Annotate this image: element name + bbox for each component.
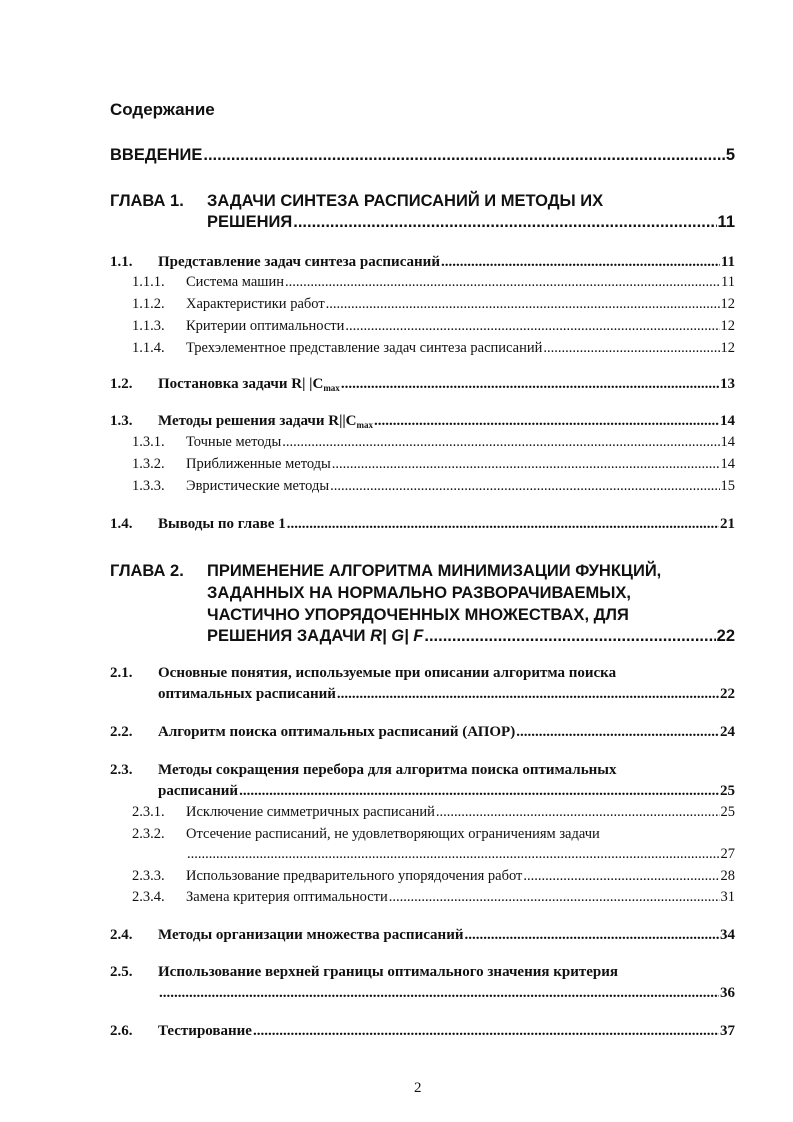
entry-number: 1.1.2. [132, 296, 165, 312]
toc-entry-1-3[interactable] [110, 413, 735, 430]
toc-entry-2-1-number: 2.1. [110, 665, 133, 681]
toc-entry-2-5[interactable] [158, 985, 735, 1002]
entry-page: 14 [720, 456, 735, 472]
dot-leader [436, 804, 720, 821]
dot-leader [187, 846, 720, 863]
entry-number: 1.1.4. [132, 340, 165, 356]
page-number: 2 [414, 1080, 422, 1096]
dot-leader [282, 434, 719, 451]
entry-page: 22 [716, 627, 735, 645]
entry-title: расписаний [158, 783, 239, 799]
entry-title: Критерии оптимальности [186, 318, 345, 334]
dot-leader [523, 868, 719, 885]
entry-page: 37 [720, 1023, 735, 1039]
entry-number: 1.1.1. [132, 274, 165, 290]
chapter-2-title-line1: ПРИМЕНЕНИЕ АЛГОРИТМА МИНИМИЗАЦИИ ФУНКЦИЙ, [207, 562, 662, 580]
dot-leader [239, 783, 719, 800]
toc-entry-2-3-2[interactable] [186, 846, 735, 863]
entry-title: Замена критерия оптимальности [186, 889, 388, 905]
entry-title: Эвристические методы [186, 478, 330, 494]
entry-number: 2.3.4. [132, 889, 165, 905]
entry-page: 13 [720, 376, 735, 392]
dot-leader [326, 296, 720, 313]
dot-leader [287, 516, 719, 533]
toc-entry-intro[interactable] [110, 146, 735, 165]
entry-title: РЕШЕНИЯ ЗАДАЧИ R| G| F [207, 627, 424, 645]
entry-number: 1.4. [110, 516, 133, 532]
entry-title: Характеристики работ [186, 296, 325, 312]
toc-entry-1-3-3[interactable] [132, 478, 735, 495]
toc-entry-1-1-2[interactable] [132, 296, 735, 313]
dot-leader [543, 340, 719, 357]
entry-page: 12 [720, 340, 735, 356]
dot-leader [389, 889, 720, 906]
toc-entry-2-3-4[interactable] [132, 889, 735, 906]
dot-leader [341, 376, 719, 393]
toc-entry-1-1-3[interactable] [132, 318, 735, 335]
toc-entry-2-1-title-line1: Основные понятия, используемые при описании алгоритма поиска [158, 665, 617, 681]
entry-page: 11 [720, 254, 735, 270]
dot-leader [253, 1023, 719, 1040]
toc-entry-2-3-2-number: 2.3.2. [132, 826, 165, 842]
entry-title: Система машин [186, 274, 284, 290]
toc-entry-1-1-1[interactable] [132, 274, 735, 291]
dot-leader [285, 274, 720, 291]
toc-entry-2-3-3[interactable] [132, 868, 735, 885]
toc-entry-2-6[interactable] [110, 1023, 735, 1040]
entry-page: 12 [720, 318, 735, 334]
entry-title: Выводы по главе 1 [158, 516, 286, 532]
toc-entry-chapter-2[interactable] [207, 627, 735, 646]
toc-entry-2-3-1[interactable] [132, 804, 735, 821]
entry-page: 5 [725, 146, 735, 164]
toc-heading: Содержание [110, 100, 215, 119]
toc-entry-2-3-2-title: Отсечение расписаний, не удовлетворяющих ограничениям задачи [186, 826, 600, 842]
entry-title: Постановка задачи R| $|C_{max}$ [158, 376, 340, 393]
toc-entry-1-4[interactable] [110, 516, 735, 533]
entry-page: 36 [720, 985, 735, 1001]
entry-page: 15 [720, 478, 735, 494]
entry-number: 2.2. [110, 724, 133, 740]
entry-title: Точные методы [186, 434, 282, 450]
toc-entry-1-2[interactable] [110, 376, 735, 393]
entry-title: Исключение симметричных расписаний [186, 804, 435, 820]
toc-entry-1-3-1[interactable] [132, 434, 735, 451]
dot-leader [293, 213, 716, 232]
dot-leader [337, 686, 719, 703]
chapter-2-title-line3: ЧАСТИЧНО УПОРЯДОЧЕННЫХ МНОЖЕСТВАХ, ДЛЯ [207, 606, 629, 624]
toc-entry-2-2[interactable] [110, 724, 735, 741]
chapter-2-label: ГЛАВА 2. [110, 562, 184, 580]
entry-page: 11 [721, 274, 735, 290]
entry-title: РЕШЕНИЯ [207, 213, 293, 231]
entry-page: 14 [720, 434, 735, 450]
entry-page: 24 [720, 724, 735, 740]
toc-entry-2-4[interactable] [110, 927, 735, 944]
entry-title: Трехэлементное представление задач синтеза расписаний [186, 340, 543, 356]
dot-leader [441, 254, 720, 271]
entry-number: 1.3. [110, 413, 133, 429]
entry-page: 25 [720, 783, 735, 799]
entry-number: 1.3.2. [132, 456, 165, 472]
toc-entry-1-1-4[interactable] [132, 340, 735, 357]
dot-leader [424, 627, 715, 646]
toc-entry-1-3-2[interactable] [132, 456, 735, 473]
toc-entry-2-3-number: 2.3. [110, 762, 133, 778]
dot-leader [374, 413, 719, 430]
entry-number: 2.6. [110, 1023, 133, 1039]
entry-number: 1.1.3. [132, 318, 165, 334]
entry-page: 11 [717, 213, 735, 231]
entry-number: 2.4. [110, 927, 133, 943]
entry-title: Методы решения задачи $R||C_{max}$ [158, 413, 374, 430]
entry-title: ВВЕДЕНИЕ [110, 146, 203, 164]
dot-leader [330, 478, 719, 495]
entry-number: 2.3.3. [132, 868, 165, 884]
entry-number: 1.2. [110, 376, 133, 392]
entry-title: Использование предварительного упорядочения работ [186, 868, 523, 884]
entry-number: 1.1. [110, 254, 133, 270]
entry-number: 1.3.3. [132, 478, 165, 494]
chapter-1-title-line1: ЗАДАЧИ СИНТЕЗА РАСПИСАНИЙ И МЕТОДЫ ИХ [207, 192, 604, 210]
entry-page: 31 [720, 889, 735, 905]
toc-entry-1-1[interactable] [110, 254, 735, 271]
entry-title: Алгоритм поиска оптимальных расписаний (АПОР) [158, 724, 516, 740]
dot-leader [345, 318, 719, 335]
toc-entry-chapter-1[interactable] [207, 213, 735, 232]
dot-leader [332, 456, 720, 473]
dot-leader [516, 724, 719, 741]
entry-page: 27 [720, 846, 735, 862]
entry-number: 1.3.1. [132, 434, 165, 450]
chapter-2-title-line2: ЗАДАННЫХ НА НОРМАЛЬНО РАЗВОРАЧИВАЕМЫХ, [207, 584, 632, 602]
toc-entry-2-3-title-line1: Методы сокращения перебора для алгоритма поиска оптимальных [158, 762, 617, 778]
entry-page: 21 [720, 516, 735, 532]
entry-title: Тестирование [158, 1023, 252, 1039]
dot-leader [159, 985, 719, 1002]
toc-entry-2-1[interactable] [158, 686, 735, 703]
entry-title: Методы организации множества расписаний [158, 927, 464, 943]
toc-entry-2-5-title: Использование верхней границы оптимального значения критерия [158, 964, 618, 980]
entry-page: 22 [720, 686, 735, 702]
entry-page: 34 [720, 927, 735, 943]
entry-page: 25 [720, 804, 735, 820]
entry-page: 28 [720, 868, 735, 884]
dot-leader [203, 146, 724, 165]
entry-title: оптимальных расписаний [158, 686, 336, 702]
entry-page: 12 [720, 296, 735, 312]
entry-title: Представление задач синтеза расписаний [158, 254, 440, 270]
toc-entry-2-3[interactable] [158, 783, 735, 800]
chapter-1-label: ГЛАВА 1. [110, 192, 184, 210]
entry-title: Приближенные методы [186, 456, 331, 472]
dot-leader [465, 927, 720, 944]
entry-page: 14 [720, 413, 735, 429]
entry-number: 2.3.1. [132, 804, 165, 820]
toc-entry-2-5-number: 2.5. [110, 964, 133, 980]
